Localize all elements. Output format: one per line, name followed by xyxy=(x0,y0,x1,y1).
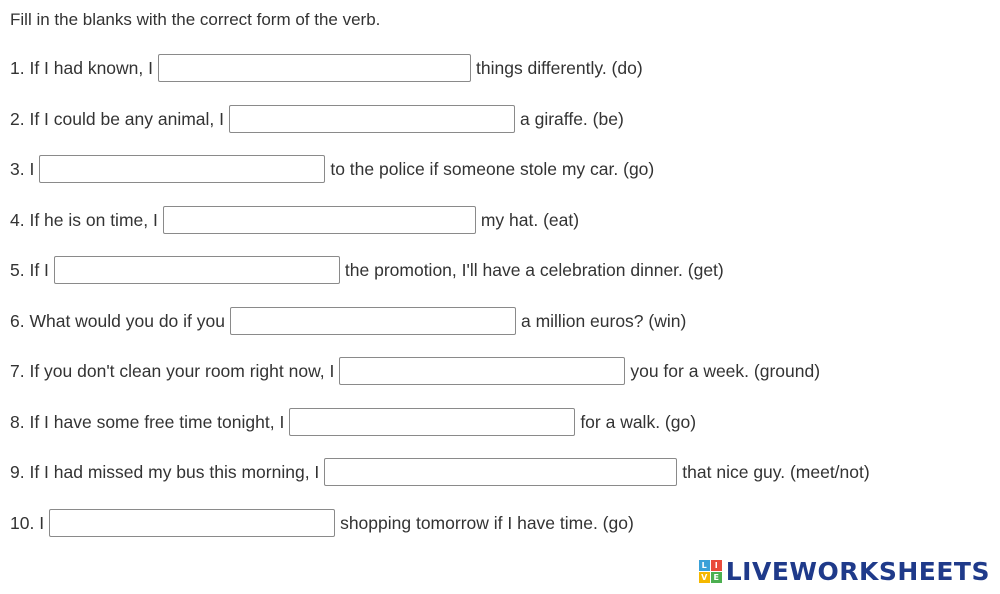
logo-mark-letter-e: E xyxy=(711,572,722,583)
exercise-9-prompt: 9. If I had missed my bus this morning, I xyxy=(10,461,320,482)
exercise-10-prompt: 10. I xyxy=(10,512,45,533)
exercise-10-answer-input[interactable] xyxy=(49,509,335,537)
liveworksheets-logo xyxy=(699,556,990,586)
logo-mark-letter-v: V xyxy=(699,572,710,583)
exercise-4-continuation: my hat. (eat) xyxy=(480,209,580,230)
exercise-row-6 xyxy=(10,306,686,336)
exercise-3-answer-input[interactable] xyxy=(39,155,325,183)
exercise-7-prompt: 7. If you don't clean your room right now, I xyxy=(10,360,335,381)
logo-mark-icon xyxy=(699,560,722,583)
exercise-row-5 xyxy=(10,255,724,285)
exercise-3-prompt: 3. I xyxy=(10,158,35,179)
logo-text: LIVEWORKSHEETS xyxy=(725,556,990,586)
instructions: Fill in the blanks with the correct form of the verb. xyxy=(10,10,381,29)
exercise-6-answer-input[interactable] xyxy=(230,307,516,335)
logo-mark-letter-i: I xyxy=(711,560,722,571)
exercise-3-continuation: to the police if someone stole my car. (go) xyxy=(330,158,655,179)
exercise-row-1 xyxy=(10,53,643,83)
exercise-row-7 xyxy=(10,356,820,386)
exercise-10-continuation: shopping tomorrow if I have time. (go) xyxy=(340,512,634,533)
exercise-2-answer-input[interactable] xyxy=(229,105,515,133)
exercise-2-continuation: a giraffe. (be) xyxy=(520,108,624,129)
exercise-6-continuation: a million euros? (win) xyxy=(520,310,687,331)
exercise-8-continuation: for a walk. (go) xyxy=(580,411,697,432)
exercise-8-answer-input[interactable] xyxy=(289,408,575,436)
exercise-row-8 xyxy=(10,407,696,437)
exercise-7-answer-input[interactable] xyxy=(339,357,625,385)
exercise-7-continuation: you for a week. (ground) xyxy=(630,360,821,381)
exercise-4-answer-input[interactable] xyxy=(163,206,476,234)
exercise-6-prompt: 6. What would you do if you xyxy=(10,310,225,331)
exercise-row-2 xyxy=(10,104,624,134)
exercise-row-9 xyxy=(10,457,870,487)
exercise-1-answer-input[interactable] xyxy=(158,54,471,82)
exercise-2-prompt: 2. If I could be any animal, I xyxy=(10,108,225,129)
exercise-5-continuation: the promotion, I'll have a celebration dinner. (get) xyxy=(344,259,724,280)
exercise-row-3 xyxy=(10,154,654,184)
exercise-9-answer-input[interactable] xyxy=(324,458,677,486)
exercise-8-prompt: 8. If I have some free time tonight, I xyxy=(10,411,285,432)
exercise-1-continuation: things differently. (do) xyxy=(476,57,643,78)
exercise-4-prompt: 4. If he is on time, I xyxy=(10,209,158,230)
exercise-9-continuation: that nice guy. (meet/not) xyxy=(682,461,870,482)
exercise-5-prompt: 5. If I xyxy=(10,259,49,280)
logo-mark-letter-l: L xyxy=(699,560,710,571)
exercise-row-4 xyxy=(10,205,579,235)
exercise-row-10 xyxy=(10,508,634,538)
exercise-5-answer-input[interactable] xyxy=(54,256,340,284)
exercise-1-prompt: 1. If I had known, I xyxy=(10,57,153,78)
